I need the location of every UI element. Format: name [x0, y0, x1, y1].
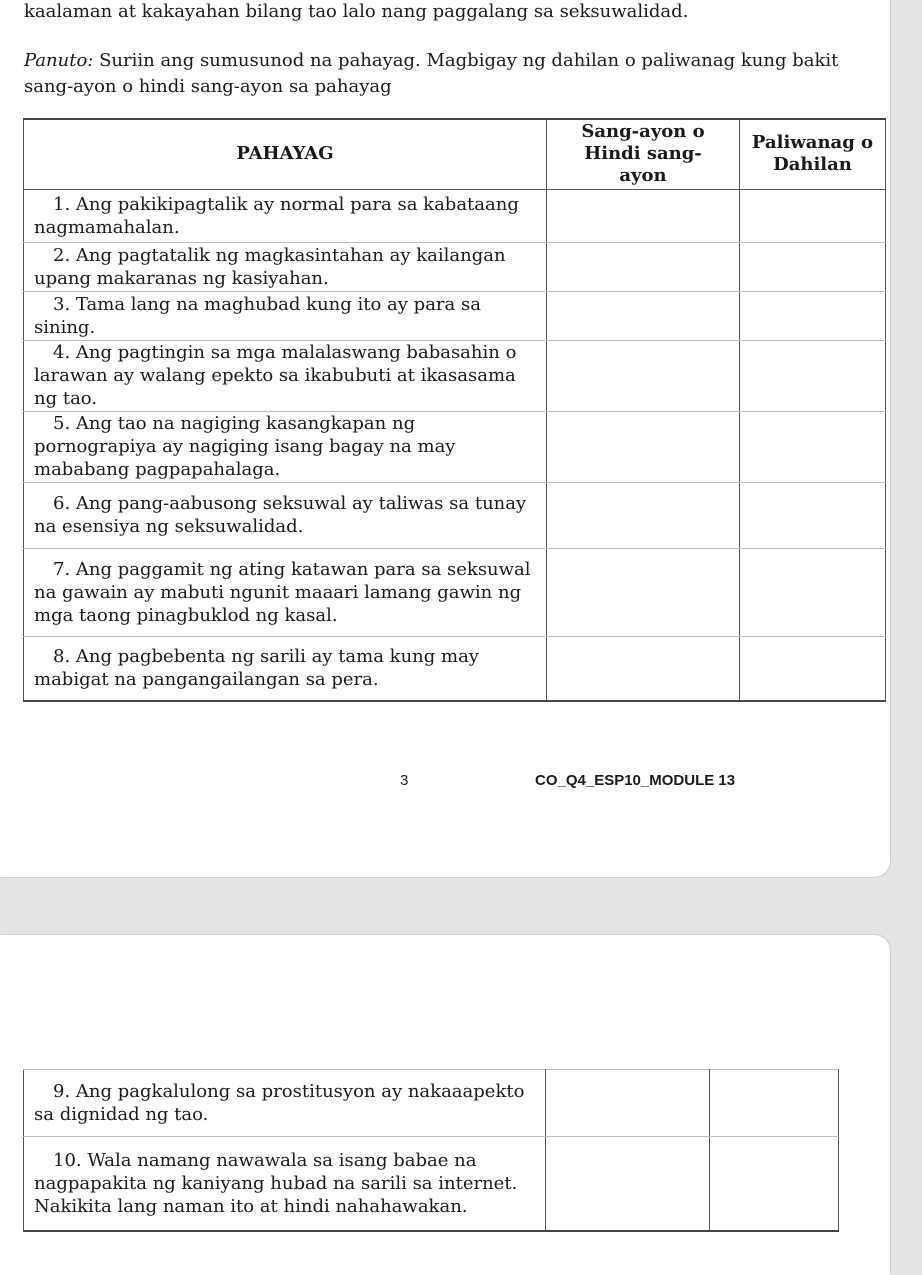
table-row: [24, 242, 886, 291]
directions-text: Suriin ang sumusunod na pahayag. Magbigay ng dahilan o paliwanag kung bakit sang-ayon o hindi sang-ayon sa pahayag: [24, 50, 839, 97]
statement-text: Tama lang na maghubad kung ito ay para sa sining.: [34, 293, 481, 338]
answer-cell-reason[interactable]: [740, 411, 886, 482]
statement-text: Ang pagbebenta ng sarili ay tama kung may mabigat na pangangailangan sa pera.: [34, 646, 479, 691]
statement-text: Ang pagkalulong sa prostitusyon ay nakaaapekto sa dignidad ng tao.: [34, 1081, 525, 1125]
answer-cell-reason[interactable]: [740, 482, 886, 548]
statement-text: Ang tao na nagiging kasangkapan ng pornograpiya ay nagiging isang bagay na may mababang pagpapahalaga.: [34, 413, 456, 480]
table-row: [24, 548, 886, 636]
statement-cell: [24, 291, 547, 340]
page-number: 3: [400, 772, 409, 789]
table-row: [24, 1137, 839, 1231]
statement-number: 6.: [53, 493, 71, 514]
statement-cell: [24, 1070, 546, 1137]
statement-text: Ang pang-aabusong seksuwal ay taliwas sa tunay na esensiya ng seksuwalidad.: [34, 493, 527, 537]
answer-cell-agree[interactable]: [546, 1070, 710, 1137]
statement-cell: [24, 636, 547, 701]
statement-cell: [24, 411, 547, 482]
answer-cell-reason[interactable]: [740, 242, 886, 291]
statement-cell: [24, 1137, 546, 1231]
answer-cell-agree[interactable]: [547, 548, 740, 636]
header-sang-ayon: Sang-ayon o Hindi sang-ayon: [547, 119, 740, 189]
statement-number: 9.: [53, 1081, 71, 1102]
answer-cell-reason[interactable]: [740, 189, 886, 242]
statement-number: 7.: [53, 558, 71, 580]
table-row: [24, 1070, 839, 1137]
answer-cell-reason[interactable]: [710, 1137, 839, 1231]
worksheet-table-continued: [23, 1069, 839, 1232]
answer-cell-reason[interactable]: [740, 340, 886, 411]
answer-cell-reason[interactable]: [740, 291, 886, 340]
answer-cell-agree[interactable]: [547, 242, 740, 291]
answer-cell-agree[interactable]: [547, 189, 740, 242]
table-row: [24, 482, 886, 548]
table-row: [24, 411, 886, 482]
answer-cell-agree[interactable]: [547, 482, 740, 548]
answer-cell-agree[interactable]: [547, 340, 740, 411]
table-row: [24, 340, 886, 411]
answer-cell-agree[interactable]: [546, 1137, 710, 1231]
table-row: [24, 636, 886, 701]
module-code: CO_Q4_ESP10_MODULE 13: [535, 772, 736, 789]
statement-text: Ang pagtatalik ng magkasintahan ay kailangan upang makaranas ng kasiyahan.: [34, 244, 506, 289]
statement-cell: [24, 242, 547, 291]
directions-label: Panuto:: [24, 50, 94, 71]
header-pahayag: PAHAYAG: [24, 119, 547, 189]
statement-cell: [24, 482, 547, 548]
statement-text: Ang pakikipagtalik ay normal para sa kabataang nagmamahalan.: [34, 193, 519, 238]
worksheet-table: [23, 118, 886, 702]
answer-cell-agree[interactable]: [547, 291, 740, 340]
statement-number: 3.: [53, 293, 71, 315]
statement-number: 5.: [53, 413, 71, 434]
answer-cell-agree[interactable]: [547, 411, 740, 482]
answer-cell-reason[interactable]: [710, 1070, 839, 1137]
statement-number: 4.: [53, 342, 71, 363]
table-header-row: [24, 119, 886, 189]
answer-cell-reason[interactable]: [740, 636, 886, 701]
statement-number: 2.: [53, 244, 71, 266]
header-paliwanag: Paliwanag o Dahilan: [740, 119, 886, 189]
document-page-2: [0, 935, 890, 1275]
table-row: [24, 189, 886, 242]
statement-text: Wala namang nawawala sa isang babae na nagpapakita ng kaniyang hubad na sarili sa internet. Nakikita lang naman ito at hindi nahahawakan.: [34, 1149, 518, 1217]
statement-cell: [24, 340, 547, 411]
answer-cell-agree[interactable]: [547, 636, 740, 701]
statement-cell: [24, 189, 547, 242]
statement-text: Ang paggamit ng ating katawan para sa seksuwal na gawain ay mabuti ngunit maaari lamang gawin ng mga taong pinagbuklod ng kasal.: [34, 558, 531, 626]
statement-cell: [24, 548, 547, 636]
table-row: [24, 291, 886, 340]
statement-number: 8.: [53, 646, 71, 668]
directions-paragraph: [24, 48, 864, 100]
answer-cell-reason[interactable]: [740, 548, 886, 636]
intro-line: kaalaman at kakayahan bilang tao lalo nang paggalang sa seksuwalidad.: [24, 1, 689, 22]
statement-number: 10.: [53, 1149, 82, 1171]
statement-text: Ang pagtingin sa mga malalaswang babasahin o larawan ay walang epekto sa ikabubuti at ikasasama ng tao.: [34, 342, 517, 409]
statement-number: 1.: [53, 193, 71, 215]
